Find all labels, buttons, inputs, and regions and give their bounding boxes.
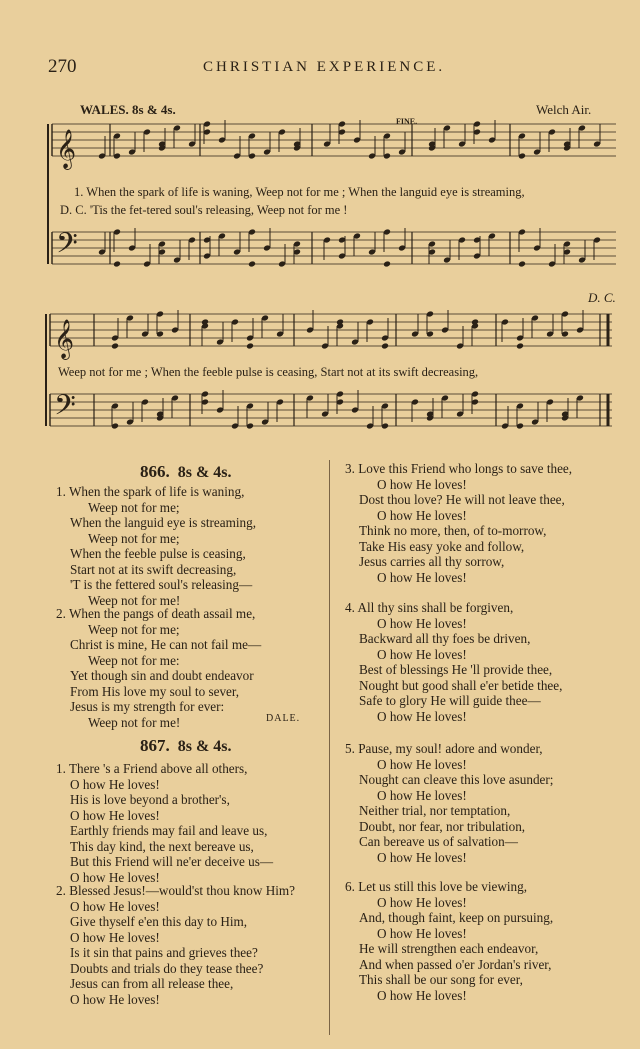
stanza-line: 5. Pause, my soul! adore and wonder,: [345, 741, 543, 756]
stanza-line: But this Friend will ne'er deceive us—: [70, 854, 274, 869]
stanza-line: This shall be our song for ever,: [359, 972, 523, 987]
stanza-line: O how He loves!: [377, 987, 467, 1003]
stanza-line: From His love my soul to sever,: [70, 683, 240, 699]
note-head: [383, 261, 391, 268]
stanza-line: Neither trial, nor temptation,: [359, 803, 511, 818]
author-attribution: DALE.: [266, 713, 301, 724]
stanza-line: O how He loves!: [377, 615, 467, 631]
stanza-line: Jesus can from all release thee,: [70, 976, 234, 991]
stanza-line: O how He loves!: [70, 807, 160, 823]
stanza-line: O how He loves!: [70, 929, 160, 945]
stanza-line: O how He loves!: [70, 898, 160, 914]
stanza-line: Take His easy yoke and follow,: [359, 538, 525, 554]
stanza-line: Is it sin that pains and grieves thee?: [70, 945, 258, 960]
stanza-line: Dost thou love? He will not leave thee,: [359, 492, 565, 507]
stanza-line: Jesus carries all thy sorrow,: [359, 554, 505, 569]
stanza-line: And when passed o'er Jordan's river,: [359, 956, 552, 972]
tune-source: Welch Air.: [536, 102, 592, 117]
stanza-line: O how He loves!: [377, 894, 467, 910]
stanza-line: O how He loves!: [377, 569, 467, 585]
clef-icon: 𝄞: [54, 319, 75, 359]
stanza-line: Weep not for me!: [88, 714, 181, 730]
stanza-line: Doubts and trials do they tease thee?: [70, 960, 264, 976]
page-number: 270: [48, 56, 77, 77]
stanza-line: Weep not for me:: [88, 652, 180, 668]
stanza-line: 4. All thy sins shall be forgiven,: [345, 600, 514, 615]
stanza-line: And, though faint, keep on pursuing,: [359, 910, 554, 925]
stanza-line: When the feeble pulse is ceasing,: [70, 546, 246, 561]
stanza-line: Weep not for me;: [88, 499, 180, 515]
stanza-line: 1. There 's a Friend above all others,: [56, 761, 248, 776]
hymn-number: 867.: [140, 736, 170, 755]
stanza-line: Weep not for me!: [88, 592, 181, 608]
lyric-line-3: Weep not for me ; When the feeble pulse is ceasing, Start not at its swift decreasing,: [58, 365, 479, 379]
stanza-line: Backward all thy foes be driven,: [359, 631, 531, 646]
stanza: [345, 461, 572, 585]
column-divider: [329, 460, 330, 1035]
stanza-line: Doubt, nor fear, nor tribulation,: [359, 818, 526, 834]
stanza-line: Can bereave us of salvation—: [359, 834, 518, 849]
note-head: [381, 343, 389, 350]
stanza-line: 2. Blessed Jesus!—would'st thou know Him?: [56, 883, 296, 898]
stanza: [56, 883, 295, 1007]
note-head: [518, 261, 526, 268]
stanza-line: Safe to glory He will guide thee—: [359, 693, 541, 708]
stanza-line: O how He loves!: [377, 646, 467, 662]
stanza: [56, 761, 273, 885]
stanza: [345, 600, 562, 724]
fine-mark: FINE.: [396, 117, 418, 126]
tune-name: WALES. 8s & 4s.: [80, 102, 176, 117]
note-head: [113, 261, 121, 268]
hymn-title-866: [140, 462, 232, 482]
stanza-line: 'T is the fettered soul's releasing—: [70, 577, 253, 592]
stanza-line: Christ is mine, He can not fail me—: [70, 637, 262, 652]
running-head: CHRISTIAN EXPERIENCE.: [203, 59, 446, 75]
stanza-line: Nought but good shall e'er betide thee,: [359, 677, 563, 693]
stanza-line: 6. Let us still this love be viewing,: [345, 879, 528, 894]
stanza: [345, 741, 553, 865]
stanza-line: O how He loves!: [70, 991, 160, 1007]
stanza-line: O how He loves!: [70, 869, 160, 885]
note-head: [111, 343, 119, 350]
stanza-line: Weep not for me;: [88, 621, 180, 637]
note-head: [248, 261, 256, 268]
stanza-line: O how He loves!: [377, 476, 467, 492]
clef-icon: 𝄢: [54, 389, 76, 429]
hymn-number: 866.: [140, 462, 170, 481]
stanza-line: Jesus is my strength for ever:: [70, 699, 225, 714]
stanza-line: Best of blessings He 'll provide thee,: [359, 662, 553, 677]
clef-icon: 𝄢: [56, 227, 78, 267]
stanza-line: O how He loves!: [377, 708, 467, 724]
hymn-meter: 8s & 4s.: [177, 738, 232, 755]
stanza-line: O how He loves!: [377, 787, 467, 803]
lyric-line-2: D. C. 'Tis the fet-tered soul's releasing, Weep not for me !: [60, 203, 348, 217]
hymn-meter: 8s & 4s.: [177, 464, 232, 481]
stanza-line: Yet though sin and doubt endeavor: [70, 668, 254, 683]
note-head: [516, 343, 524, 350]
stanza-line: Earthly friends may fail and leave us,: [70, 823, 268, 838]
clef-icon: 𝄞: [56, 129, 77, 169]
stanza-line: Weep not for me;: [88, 530, 180, 546]
stanza-line: 1. When the spark of life is waning,: [56, 484, 245, 499]
stanza-line: O how He loves!: [377, 507, 467, 523]
stanza-line: Start not at its swift decreasing,: [70, 561, 237, 577]
hymn-title-867: [140, 736, 232, 756]
stanza-line: When the languid eye is streaming,: [70, 515, 257, 530]
stanza-line: His is love beyond a brother's,: [70, 792, 230, 807]
note-head: [246, 343, 254, 350]
stanza-line: Nought can cleave this love asunder;: [359, 772, 554, 787]
stanza: [56, 606, 261, 730]
stanza-line: Give thyself e'en this day to Him,: [70, 914, 248, 929]
lyric-line-1: 1. When the spark of life is waning, Weep not for me ; When the languid eye is streaming,: [74, 185, 525, 199]
stanza: [56, 484, 256, 608]
stanza-line: O how He loves!: [377, 849, 467, 865]
stanza-line: O how He loves!: [377, 756, 467, 772]
stanza-line: O how He loves!: [70, 776, 160, 792]
stanza-line: 3. Love this Friend who longs to save thee,: [345, 461, 573, 476]
stanza-line: This day kind, the next bereave us,: [70, 838, 254, 854]
stanza-line: Think no more, then, of to-morrow,: [359, 523, 547, 538]
stanza-line: 2. When the pangs of death assail me,: [56, 606, 256, 621]
stanza-line: O how He loves!: [377, 925, 467, 941]
dc-mark: D. C.: [588, 290, 616, 305]
music-score: [0, 0, 640, 450]
stanza: [345, 879, 553, 1003]
stanza-line: He will strengthen each endeavor,: [359, 941, 539, 956]
